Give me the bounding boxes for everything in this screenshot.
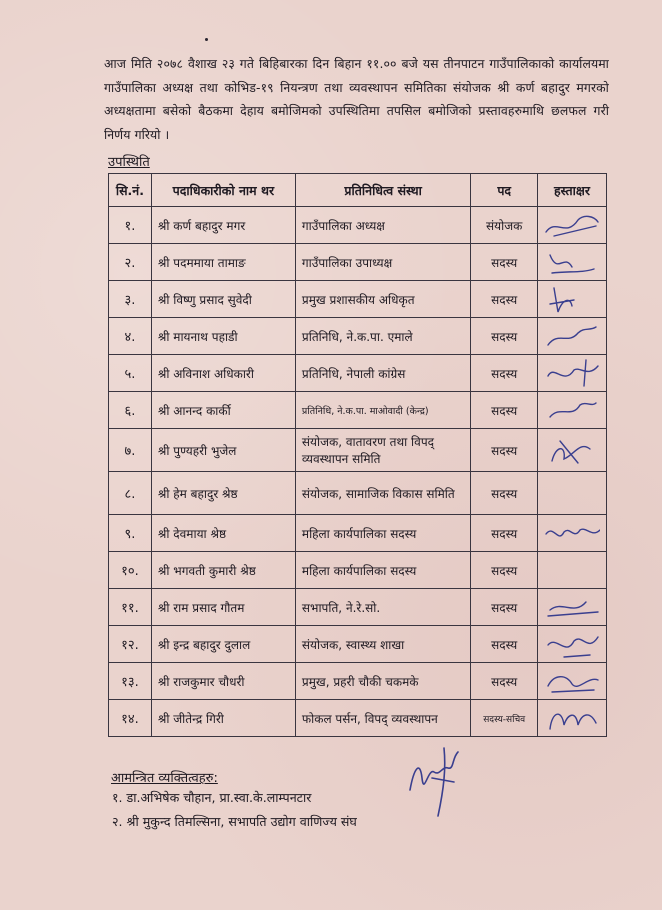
- member-position: सदस्य: [471, 392, 538, 429]
- table-row: [109, 392, 607, 429]
- member-organization: प्रतिनिधि, ने.क.पा. माओवादी (केन्द्र): [295, 392, 471, 429]
- member-organization: संयोजक, स्वास्थ्य शाखा: [295, 626, 471, 663]
- signature-cell: [537, 472, 606, 515]
- signature-icon: [544, 516, 600, 550]
- signature-icon: [544, 664, 600, 698]
- table-row: [109, 626, 607, 663]
- member-position: सदस्य: [471, 626, 538, 663]
- member-position: सदस्य: [471, 281, 538, 318]
- member-organization: संयोजक, सामाजिक विकास समिति: [295, 472, 471, 515]
- member-position: सदस्य: [471, 244, 538, 281]
- signature-cell: [537, 244, 606, 281]
- signature-icon: [544, 627, 600, 661]
- member-organization: प्रतिनिधि, नेपाली कांग्रेस: [295, 355, 471, 392]
- signature-cell: [537, 392, 606, 429]
- attendance-table: [108, 173, 607, 737]
- table-row: [109, 515, 607, 552]
- member-position: सदस्य: [471, 552, 538, 589]
- table-row: [109, 552, 607, 589]
- member-position: सदस्य-सचिव: [471, 700, 538, 737]
- signature-cell: [537, 318, 606, 355]
- member-organization: महिला कार्यपालिका सदस्य: [295, 515, 471, 552]
- table-header-row: [109, 174, 607, 207]
- signature-icon: [544, 590, 600, 624]
- table-row: [109, 355, 607, 392]
- member-name: श्री विष्णु प्रसाद सुवेदी: [151, 281, 295, 318]
- signature-cell: [537, 281, 606, 318]
- member-position: सदस्य: [471, 472, 538, 515]
- member-name: श्री जीतेन्द्र गिरी: [151, 700, 295, 737]
- table-row: [109, 429, 607, 472]
- attendance-title: उपस्थिति: [108, 155, 150, 170]
- signature-cell: [537, 700, 606, 737]
- header-sn: सि.नं.: [109, 174, 152, 207]
- signature-icon: [544, 319, 600, 353]
- member-organization: प्रमुख, प्रहरी चौकी चकमके: [295, 663, 471, 700]
- signature-cell: [537, 515, 606, 552]
- table-row: [109, 318, 607, 355]
- member-organization: गाउँपालिका अध्यक्ष: [295, 207, 471, 244]
- member-position: सदस्य: [471, 589, 538, 626]
- signature-cell: [537, 626, 606, 663]
- member-name: श्री भगवती कुमारी श्रेष्ठ: [151, 552, 295, 589]
- header-name: पदाधिकारीको नाम थर: [151, 174, 295, 207]
- signature-cell: [537, 663, 606, 700]
- signature-cell: [537, 589, 606, 626]
- table-row: [109, 281, 607, 318]
- member-name: श्री पदममाया तामाङ: [151, 244, 295, 281]
- signature-cell: [537, 429, 606, 472]
- member-name: श्री पुण्यहरी भुजेल: [151, 429, 295, 472]
- serial-number: ११.: [109, 589, 152, 626]
- member-organization: प्रमुख प्रशासकीय अधिकृत: [295, 281, 471, 318]
- serial-number: ६.: [109, 392, 152, 429]
- member-name: श्री इन्द्र बहादुर दुलाल: [151, 626, 295, 663]
- member-name: श्री हेम बहादुर श्रेष्ठ: [151, 472, 295, 515]
- table-row: [109, 663, 607, 700]
- header-position: पद: [471, 174, 538, 207]
- member-name: श्री कर्ण बहादुर मगर: [151, 207, 295, 244]
- invitees-list: [112, 786, 357, 834]
- member-organization: प्रतिनिधि, ने.क.पा. एमाले: [295, 318, 471, 355]
- invitee-item: १. डा.अभिषेक चौहान, प्रा.स्वा.के.लाम्पनटार: [112, 790, 312, 805]
- member-position: संयोजक: [471, 207, 538, 244]
- serial-number: ७.: [109, 429, 152, 472]
- member-position: सदस्य: [471, 515, 538, 552]
- member-organization: फोकल पर्सन, विपद् व्यवस्थापन: [295, 700, 471, 737]
- member-organization: सभापति, ने.रे.सो.: [295, 589, 471, 626]
- serial-number: ३.: [109, 281, 152, 318]
- signature-icon: [544, 208, 600, 242]
- speck: [205, 38, 208, 41]
- member-organization: गाउँपालिका उपाध्यक्ष: [295, 244, 471, 281]
- invitee-signature-icon: [404, 738, 468, 818]
- signature-icon: [544, 356, 600, 390]
- header-org: प्रतिनिधित्व संस्था: [295, 174, 471, 207]
- serial-number: १०.: [109, 552, 152, 589]
- signature-cell: [537, 207, 606, 244]
- serial-number: २.: [109, 244, 152, 281]
- member-organization: संयोजक, वातावरण तथा विपद् व्यवस्थापन समिति: [295, 429, 471, 472]
- table-row: [109, 244, 607, 281]
- invitees-title: आमन्त्रित व्यक्तित्वहरु:: [111, 771, 218, 786]
- table-row: [109, 700, 607, 737]
- member-name: श्री राम प्रसाद गौतम: [151, 589, 295, 626]
- serial-number: ५.: [109, 355, 152, 392]
- table-row: [109, 472, 607, 515]
- member-position: सदस्य: [471, 663, 538, 700]
- header-signature: हस्ताक्षर: [537, 174, 606, 207]
- signature-cell: [537, 552, 606, 589]
- table-row: [109, 207, 607, 244]
- serial-number: १३.: [109, 663, 152, 700]
- member-organization: महिला कार्यपालिका सदस्य: [295, 552, 471, 589]
- member-name: श्री देवमाया श्रेष्ठ: [151, 515, 295, 552]
- signature-icon: [544, 245, 600, 279]
- signature-cell: [537, 355, 606, 392]
- member-position: सदस्य: [471, 429, 538, 472]
- invitee-item: २. श्री मुकुन्द तिमल्सिना, सभापति उद्योग वाणिज्य संघ: [112, 814, 357, 829]
- signature-icon: [544, 701, 600, 735]
- member-name: श्री मायनाथ पहाडी: [151, 318, 295, 355]
- signature-icon: [544, 433, 600, 467]
- serial-number: ८.: [109, 472, 152, 515]
- member-name: श्री अविनाश अधिकारी: [151, 355, 295, 392]
- member-position: सदस्य: [471, 355, 538, 392]
- serial-number: १४.: [109, 700, 152, 737]
- serial-number: ४.: [109, 318, 152, 355]
- signature-icon: [544, 282, 600, 316]
- member-name: श्री आनन्द कार्की: [151, 392, 295, 429]
- table-row: [109, 589, 607, 626]
- member-name: श्री राजकुमार चौधरी: [151, 663, 295, 700]
- serial-number: ९.: [109, 515, 152, 552]
- member-position: सदस्य: [471, 318, 538, 355]
- serial-number: १.: [109, 207, 152, 244]
- intro-paragraph: आज मिति २०७८ वैशाख २३ गते बिहिबारका दिन बिहान ११.०० बजे यस तीनपाटन गाउँपालिकाको कार्यालयमा गाउँपालिका अध्यक्ष तथा कोभिड-१९ नियन्त्रण तथा व्यवस्थापन समितिका संयोजक श्री कर्ण बहादुर मगरको अध्यक्षतामा बसेको बैठकमा देहाय बमोजिमको उपस्थितिमा तपसिल बमोजिको प्रस्तावहरुमाथि छलफल गरी निर्णय गरियो ।: [104, 56, 609, 142]
- signature-icon: [544, 393, 600, 427]
- serial-number: १२.: [109, 626, 152, 663]
